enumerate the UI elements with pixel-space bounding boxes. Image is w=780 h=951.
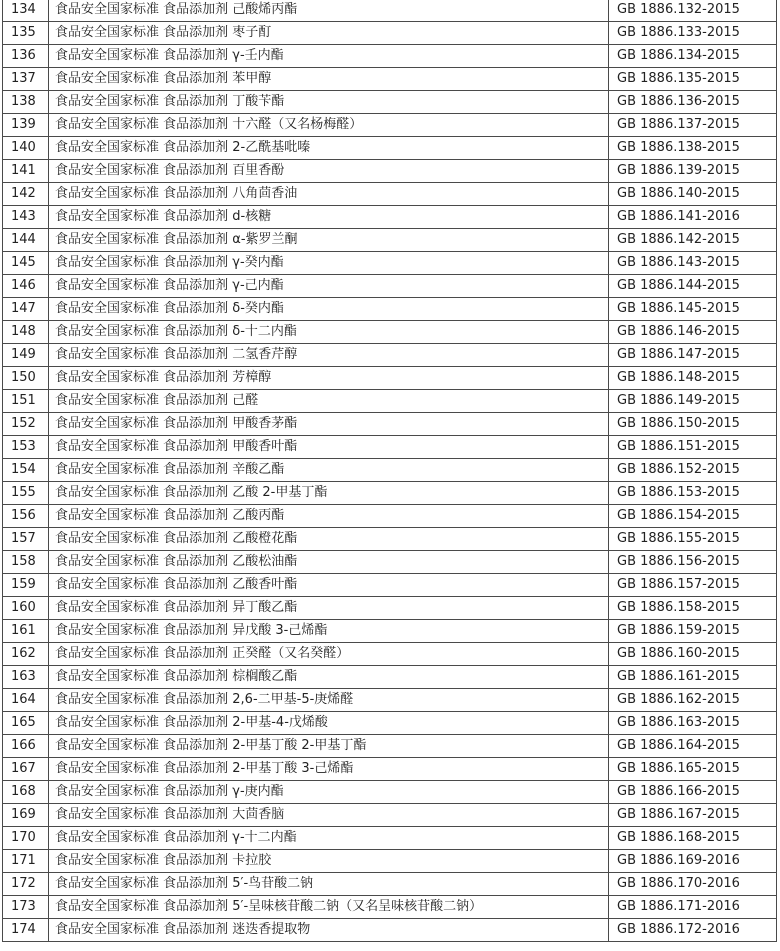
row-number-cell: 164 [3, 689, 49, 712]
row-number-cell: 170 [3, 827, 49, 850]
standard-code-cell: GB 1886.144-2015 [609, 275, 777, 298]
standard-code-cell: GB 1886.171-2016 [609, 896, 777, 919]
row-number-cell: 136 [3, 45, 49, 68]
standard-code-cell: GB 1886.148-2015 [609, 367, 777, 390]
table-row [3, 137, 777, 160]
standard-code-cell: GB 1886.166-2015 [609, 781, 777, 804]
table-row [3, 482, 777, 505]
table-row [3, 620, 777, 643]
standard-name-cell: 食品安全国家标准 食品添加剂 δ-癸内酯 [49, 298, 609, 321]
standard-code-cell: GB 1886.161-2015 [609, 666, 777, 689]
standard-name-cell: 食品安全国家标准 食品添加剂 甲酸香叶酯 [49, 436, 609, 459]
table-row [3, 804, 777, 827]
row-number-cell: 169 [3, 804, 49, 827]
standard-code-cell: GB 1886.168-2015 [609, 827, 777, 850]
standard-name-cell: 食品安全国家标准 食品添加剂 迷迭香提取物 [49, 919, 609, 942]
table-row [3, 344, 777, 367]
standard-code-cell: GB 1886.162-2015 [609, 689, 777, 712]
standard-name-cell: 食品安全国家标准 食品添加剂 乙酸橙花酯 [49, 528, 609, 551]
table-row [3, 689, 777, 712]
row-number-cell: 156 [3, 505, 49, 528]
standard-code-cell: GB 1886.164-2015 [609, 735, 777, 758]
standard-code-cell: GB 1886.138-2015 [609, 137, 777, 160]
row-number-cell: 141 [3, 160, 49, 183]
table-row [3, 298, 777, 321]
table-row [3, 735, 777, 758]
standard-name-cell: 食品安全国家标准 食品添加剂 乙酸 2-甲基丁酯 [49, 482, 609, 505]
row-number-cell: 174 [3, 919, 49, 942]
row-number-cell: 172 [3, 873, 49, 896]
standard-name-cell: 食品安全国家标准 食品添加剂 乙酸丙酯 [49, 505, 609, 528]
row-number-cell: 143 [3, 206, 49, 229]
standard-name-cell: 食品安全国家标准 食品添加剂 二氢香芹醇 [49, 344, 609, 367]
standard-name-cell: 食品安全国家标准 食品添加剂 2-乙酰基吡嗪 [49, 137, 609, 160]
standard-name-cell: 食品安全国家标准 食品添加剂 苯甲醇 [49, 68, 609, 91]
table-row [3, 252, 777, 275]
standard-name-cell: 食品安全国家标准 食品添加剂 辛酸乙酯 [49, 459, 609, 482]
standards-table-body [3, 0, 777, 942]
row-number-cell: 144 [3, 229, 49, 252]
table-row [3, 160, 777, 183]
table-row [3, 666, 777, 689]
row-number-cell: 166 [3, 735, 49, 758]
standard-name-cell: 食品安全国家标准 食品添加剂 卡拉胶 [49, 850, 609, 873]
standard-code-cell: GB 1886.135-2015 [609, 68, 777, 91]
standard-code-cell: GB 1886.172-2016 [609, 919, 777, 942]
standard-name-cell: 食品安全国家标准 食品添加剂 γ-己内酯 [49, 275, 609, 298]
table-row [3, 712, 777, 735]
table-row [3, 528, 777, 551]
standard-code-cell: GB 1886.169-2016 [609, 850, 777, 873]
table-row [3, 919, 777, 942]
row-number-cell: 159 [3, 574, 49, 597]
standard-name-cell: 食品安全国家标准 食品添加剂 异丁酸乙酯 [49, 597, 609, 620]
row-number-cell: 139 [3, 114, 49, 137]
table-row [3, 275, 777, 298]
standard-name-cell: 食品安全国家标准 食品添加剂 2,6-二甲基-5-庚烯醛 [49, 689, 609, 712]
standard-code-cell: GB 1886.151-2015 [609, 436, 777, 459]
table-row [3, 551, 777, 574]
table-row [3, 758, 777, 781]
row-number-cell: 135 [3, 22, 49, 45]
standard-code-cell: GB 1886.154-2015 [609, 505, 777, 528]
row-number-cell: 140 [3, 137, 49, 160]
standard-code-cell: GB 1886.147-2015 [609, 344, 777, 367]
row-number-cell: 168 [3, 781, 49, 804]
table-row [3, 68, 777, 91]
standard-code-cell: GB 1886.157-2015 [609, 574, 777, 597]
standard-code-cell: GB 1886.146-2015 [609, 321, 777, 344]
row-number-cell: 137 [3, 68, 49, 91]
row-number-cell: 153 [3, 436, 49, 459]
row-number-cell: 161 [3, 620, 49, 643]
table-row [3, 114, 777, 137]
table-row [3, 505, 777, 528]
standard-name-cell: 食品安全国家标准 食品添加剂 棕榈酸乙酯 [49, 666, 609, 689]
standard-name-cell: 食品安全国家标准 食品添加剂 枣子酊 [49, 22, 609, 45]
row-number-cell: 157 [3, 528, 49, 551]
row-number-cell: 162 [3, 643, 49, 666]
standard-name-cell: 食品安全国家标准 食品添加剂 2-甲基丁酸 2-甲基丁酯 [49, 735, 609, 758]
standard-code-cell: GB 1886.155-2015 [609, 528, 777, 551]
standard-name-cell: 食品安全国家标准 食品添加剂 己醛 [49, 390, 609, 413]
standard-name-cell: 食品安全国家标准 食品添加剂 5′-鸟苷酸二钠 [49, 873, 609, 896]
standard-name-cell: 食品安全国家标准 食品添加剂 d-核糖 [49, 206, 609, 229]
standard-name-cell: 食品安全国家标准 食品添加剂 γ-壬内酯 [49, 45, 609, 68]
row-number-cell: 167 [3, 758, 49, 781]
standard-code-cell: GB 1886.150-2015 [609, 413, 777, 436]
standard-code-cell: GB 1886.156-2015 [609, 551, 777, 574]
standard-code-cell: GB 1886.160-2015 [609, 643, 777, 666]
row-number-cell: 134 [3, 0, 49, 22]
row-number-cell: 145 [3, 252, 49, 275]
row-number-cell: 142 [3, 183, 49, 206]
row-number-cell: 150 [3, 367, 49, 390]
table-row [3, 390, 777, 413]
standard-name-cell: 食品安全国家标准 食品添加剂 己酸烯丙酯 [49, 0, 609, 22]
table-row [3, 896, 777, 919]
table-row [3, 436, 777, 459]
table-row [3, 459, 777, 482]
table-row [3, 850, 777, 873]
standard-code-cell: GB 1886.140-2015 [609, 183, 777, 206]
standard-name-cell: 食品安全国家标准 食品添加剂 十六醛（又名杨梅醛） [49, 114, 609, 137]
standard-code-cell: GB 1886.143-2015 [609, 252, 777, 275]
standard-code-cell: GB 1886.132-2015 [609, 0, 777, 22]
standard-name-cell: 食品安全国家标准 食品添加剂 乙酸香叶酯 [49, 574, 609, 597]
table-row [3, 413, 777, 436]
standards-table [2, 0, 777, 942]
standard-name-cell: 食品安全国家标准 食品添加剂 芳樟醇 [49, 367, 609, 390]
standard-code-cell: GB 1886.136-2015 [609, 91, 777, 114]
standard-name-cell: 食品安全国家标准 食品添加剂 γ-庚内酯 [49, 781, 609, 804]
table-row [3, 91, 777, 114]
standard-code-cell: GB 1886.167-2015 [609, 804, 777, 827]
standard-name-cell: 食品安全国家标准 食品添加剂 5′-呈味核苷酸二钠（又名呈味核苷酸二钠） [49, 896, 609, 919]
table-row [3, 873, 777, 896]
row-number-cell: 146 [3, 275, 49, 298]
table-row [3, 206, 777, 229]
standard-name-cell: 食品安全国家标准 食品添加剂 八角茴香油 [49, 183, 609, 206]
row-number-cell: 165 [3, 712, 49, 735]
standard-name-cell: 食品安全国家标准 食品添加剂 γ-十二内酯 [49, 827, 609, 850]
standard-code-cell: GB 1886.134-2015 [609, 45, 777, 68]
table-row [3, 22, 777, 45]
table-row [3, 321, 777, 344]
row-number-cell: 171 [3, 850, 49, 873]
standard-name-cell: 食品安全国家标准 食品添加剂 乙酸松油酯 [49, 551, 609, 574]
standard-name-cell: 食品安全国家标准 食品添加剂 甲酸香茅酯 [49, 413, 609, 436]
standard-name-cell: 食品安全国家标准 食品添加剂 正癸醛（又名癸醛） [49, 643, 609, 666]
standard-code-cell: GB 1886.152-2015 [609, 459, 777, 482]
standard-code-cell: GB 1886.149-2015 [609, 390, 777, 413]
standard-code-cell: GB 1886.133-2015 [609, 22, 777, 45]
standard-code-cell: GB 1886.158-2015 [609, 597, 777, 620]
table-row [3, 183, 777, 206]
standard-name-cell: 食品安全国家标准 食品添加剂 丁酸苄酯 [49, 91, 609, 114]
row-number-cell: 163 [3, 666, 49, 689]
table-row [3, 0, 777, 22]
row-number-cell: 148 [3, 321, 49, 344]
standard-code-cell: GB 1886.142-2015 [609, 229, 777, 252]
standard-code-cell: GB 1886.153-2015 [609, 482, 777, 505]
standard-code-cell: GB 1886.141-2016 [609, 206, 777, 229]
standard-code-cell: GB 1886.139-2015 [609, 160, 777, 183]
standard-name-cell: 食品安全国家标准 食品添加剂 α-紫罗兰酮 [49, 229, 609, 252]
row-number-cell: 173 [3, 896, 49, 919]
table-row [3, 597, 777, 620]
row-number-cell: 149 [3, 344, 49, 367]
standard-name-cell: 食品安全国家标准 食品添加剂 γ-癸内酯 [49, 252, 609, 275]
table-row [3, 367, 777, 390]
standard-name-cell: 食品安全国家标准 食品添加剂 2-甲基-4-戊烯酸 [49, 712, 609, 735]
table-row [3, 827, 777, 850]
table-row [3, 45, 777, 68]
row-number-cell: 151 [3, 390, 49, 413]
standard-code-cell: GB 1886.145-2015 [609, 298, 777, 321]
table-row [3, 229, 777, 252]
table-row [3, 643, 777, 666]
standard-name-cell: 食品安全国家标准 食品添加剂 异戊酸 3-己烯酯 [49, 620, 609, 643]
row-number-cell: 158 [3, 551, 49, 574]
row-number-cell: 155 [3, 482, 49, 505]
table-row [3, 781, 777, 804]
standard-code-cell: GB 1886.165-2015 [609, 758, 777, 781]
row-number-cell: 152 [3, 413, 49, 436]
standard-name-cell: 食品安全国家标准 食品添加剂 百里香酚 [49, 160, 609, 183]
standard-code-cell: GB 1886.170-2016 [609, 873, 777, 896]
standard-name-cell: 食品安全国家标准 食品添加剂 δ-十二内酯 [49, 321, 609, 344]
standard-code-cell: GB 1886.163-2015 [609, 712, 777, 735]
standard-code-cell: GB 1886.159-2015 [609, 620, 777, 643]
row-number-cell: 160 [3, 597, 49, 620]
standard-name-cell: 食品安全国家标准 食品添加剂 大茴香脑 [49, 804, 609, 827]
row-number-cell: 154 [3, 459, 49, 482]
row-number-cell: 138 [3, 91, 49, 114]
standard-code-cell: GB 1886.137-2015 [609, 114, 777, 137]
standard-name-cell: 食品安全国家标准 食品添加剂 2-甲基丁酸 3-己烯酯 [49, 758, 609, 781]
table-row [3, 574, 777, 597]
row-number-cell: 147 [3, 298, 49, 321]
